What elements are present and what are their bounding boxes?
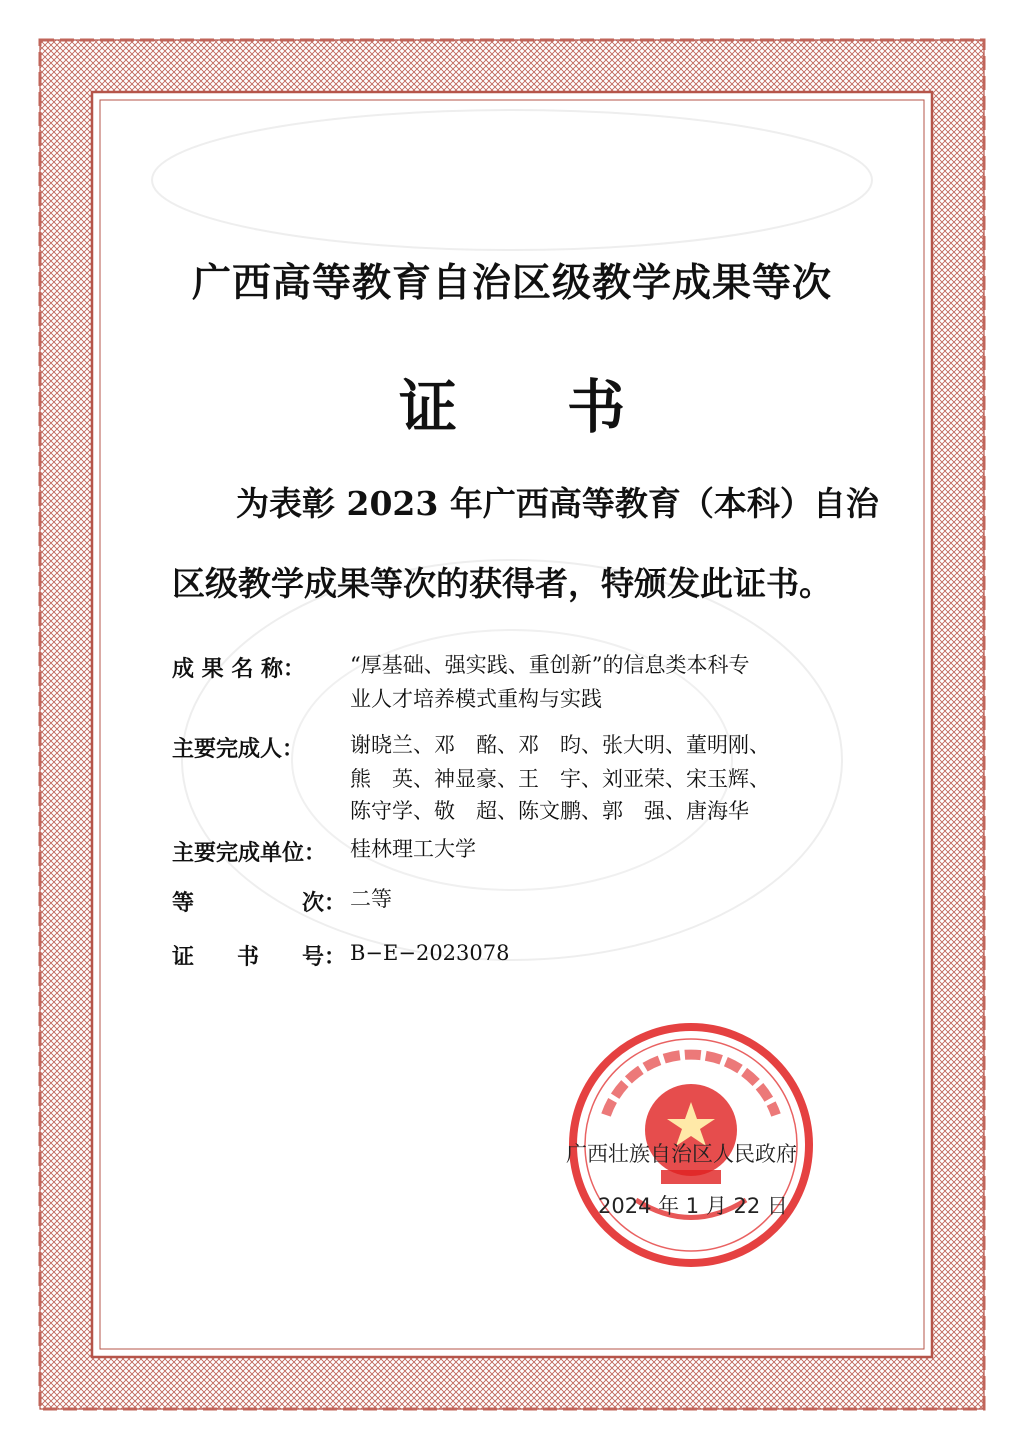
cert-label-part-3: 号： <box>302 945 347 970</box>
contributors-line-1: 谢晓兰、邓 酩、邓 昀、张大明、董明刚、 <box>350 733 770 757</box>
unit-label: 主要完成单位： <box>172 841 327 866</box>
grade-label-part-1: 等 <box>172 891 195 916</box>
achievement-line-2: 业人才培养模式重构与实践 <box>350 687 602 711</box>
issuer-name: 广西壮族自治区人民政府 <box>566 1142 797 1166</box>
certificate-number-value: B−E−2023078 <box>350 941 510 965</box>
subtitle-char-2: 书 <box>567 373 626 441</box>
certificate-title: 广西高等教育自治区级教学成果等次 <box>191 261 832 306</box>
certificate-subtitle <box>0 360 1024 444</box>
contributors-line-3: 陈守学、敬 超、陈文鹏、郭 强、唐海华 <box>350 799 749 823</box>
contributors-label: 主要完成人： <box>172 737 305 762</box>
cert-label-part-1: 证 <box>172 945 195 970</box>
unit-value: 桂林理工大学 <box>350 837 476 861</box>
citation-line-2: 区级教学成果等次的获得者，特颁发此证书。 <box>172 564 832 603</box>
grade-label-part-2: 次： <box>302 891 347 916</box>
achievement-label: 成 果 名 称： <box>172 657 305 682</box>
subtitle-char-1: 证 <box>398 373 457 441</box>
contributors-line-2: 熊 英、神显豪、王 宇、刘亚荣、宋玉辉、 <box>350 767 770 791</box>
achievement-line-1: “厚基础、强实践、重创新”的信息类本科专 <box>350 653 750 677</box>
cert-label-part-2: 书 <box>237 945 260 970</box>
grade-value: 二等 <box>350 887 392 911</box>
citation-line-1: 为表彰 2023 年广西高等教育（本科）自治 <box>236 484 879 523</box>
issue-date: 2024 年 1 月 22 日 <box>598 1194 788 1218</box>
